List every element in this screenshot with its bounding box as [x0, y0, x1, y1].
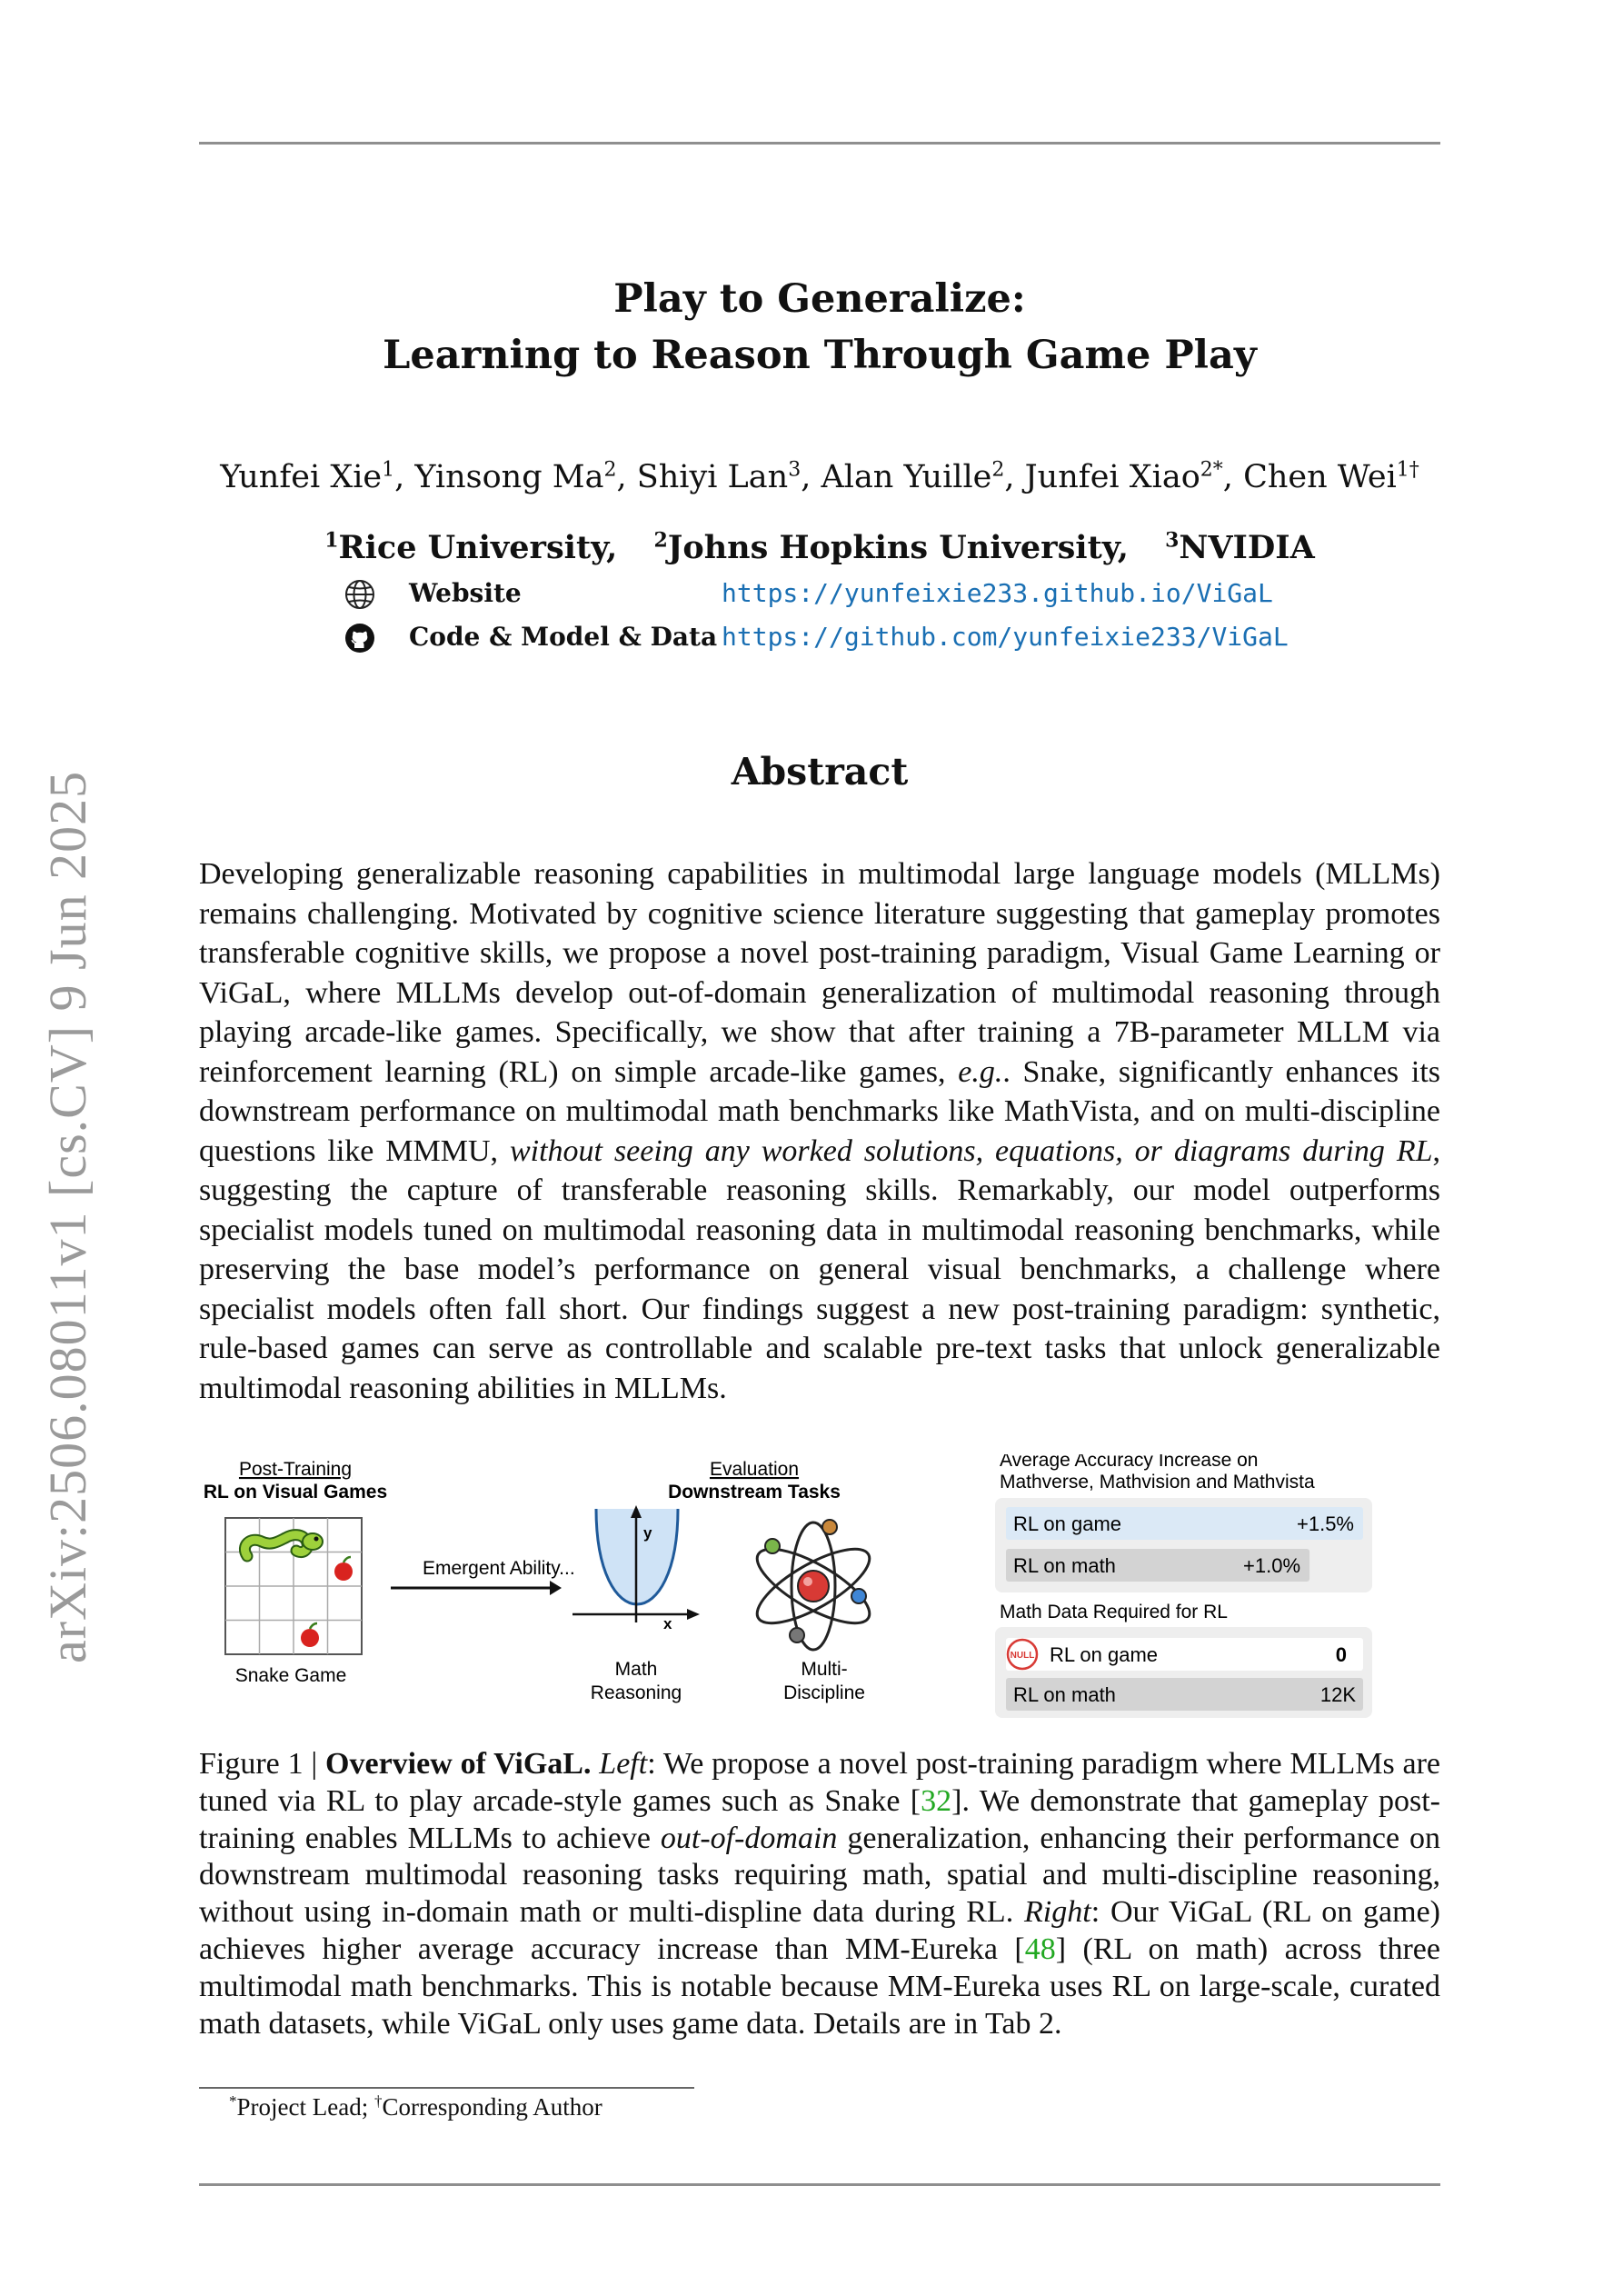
bottom-rule: [199, 2183, 1440, 2186]
caption-text: ]. We demonstrate that gameplay post-training enables MLLMs to achieve: [199, 1783, 1440, 1855]
arxiv-identifier: arXiv:2506.08011v1 [cs.CV] 9 Jun 2025: [38, 770, 97, 1663]
null-badge-icon: [1008, 1640, 1037, 1669]
code-label: Code & Model & Data: [409, 622, 718, 652]
footnote-mark: †: [373, 2092, 383, 2110]
emergent-ability-label: Emergent Ability...: [423, 1558, 575, 1579]
data-row-value: 12K: [1319, 1683, 1356, 1706]
abstract-text-part: , suggesting the capture of transferable reasoning skills. Remarkably, our model outperforms specialist models tuned on multimodal reasoning data in multimodal reasoning benchmarks, while preserving the base model’s performance on general visual benchmarks, a challenge where specialist models often fall short. Our findings suggest a new post-training paradigm: synthetic, rule-based games can serve as controllable and scalable pre-text tasks that unlock generalizable multimodal reasoning abilities in MLLMs.: [199, 1133, 1440, 1405]
affiliation-name: Rice University,: [338, 529, 618, 566]
abstract-text-part: Developing generalizable reasoning capabilities in multimodal large language models (MLLMs) remains challenging. Motivated by cognitive science literature suggesting that gameplay promotes transferable cognitive skills, we propose a novel post-training paradigm, Visual Game Learning or ViGaL, where MLLMs develop out-of-domain generalization of multimodal reasoning through playing arcade-like games. Specifically, we show that after training a 7B-parameter MLLM via reinforcement learning (RL) on simple arcade-like games,: [199, 857, 1440, 1089]
caption-text: : We propose a novel post-training paradigm where MLLMs are tuned via RL to play arcade-style games such as Snake [: [199, 1747, 1441, 1818]
evaluation-subheader: Downstream Tasks: [668, 1482, 841, 1502]
caption-text: : Our ViGaL (RL on game) achieves higher average accuracy increase than MM-Eureka [: [199, 1895, 1440, 1966]
math-axis-y: y: [643, 1524, 652, 1542]
math-parabola-icon: [573, 1505, 700, 1622]
affiliation-name: NVIDIA: [1179, 529, 1315, 566]
paper-title: [199, 271, 1440, 384]
author-name: Yunfei Xie: [220, 459, 383, 495]
website-label: Website: [409, 578, 522, 608]
author-name: Shiyi Lan: [636, 459, 789, 495]
caption-bold: Overview of ViGaL.: [325, 1747, 592, 1781]
figure-1-overview: [191, 1454, 1440, 1727]
abstract-body: [199, 854, 1440, 1408]
github-icon: [344, 622, 376, 654]
data-row-label: RL on game: [1050, 1643, 1159, 1666]
caption-italic: Right: [1024, 1895, 1091, 1930]
caption-italic: Left: [599, 1747, 648, 1781]
abstract-italic: e.g.: [958, 1054, 1003, 1089]
affiliation-name: Johns Hopkins University,: [667, 529, 1129, 566]
math-label-line-2: Reasoning: [590, 1682, 682, 1703]
affiliations: [199, 525, 1440, 571]
affiliation: [1165, 529, 1315, 566]
accuracy-title-line-2: Mathverse, Mathvision and Mathvista: [1000, 1472, 1315, 1492]
citation-link[interactable]: 32: [921, 1783, 952, 1818]
multi-label-line-1: Multi-: [801, 1659, 848, 1680]
footnote-text: Project Lead;: [236, 2093, 374, 2121]
snake-game-label: Snake Game: [234, 1665, 347, 1686]
author-sup: 2: [603, 458, 617, 482]
accuracy-bar-value: +1.0%: [1243, 1554, 1301, 1577]
affiliation-sup: 2: [653, 528, 668, 553]
abstract-italic: without seeing any worked solutions, equations, or diagrams during RL: [509, 1133, 1433, 1168]
math-label-line-1: Math: [614, 1659, 658, 1680]
evaluation-header: Evaluation: [709, 1459, 800, 1480]
author-name: Yinsong Ma: [414, 459, 604, 495]
author-sup: 3: [788, 458, 802, 482]
caption-label: Figure 1 |: [199, 1747, 326, 1781]
author-sup: 1†: [1396, 458, 1419, 482]
author-sup: 2*: [1200, 458, 1223, 482]
affiliation: [653, 529, 1128, 566]
code-url[interactable]: https://github.com/yunfeixie233/ViGaL: [722, 622, 1289, 652]
caption-text: ] (RL on math) across three multimodal math benchmarks. This is notable because MM-Eureka uses RL on large-scale, curated math datasets, while ViGaL only uses game data. Details are in Tab 2.: [199, 1932, 1440, 2041]
footnote-text: Corresponding Author: [382, 2093, 602, 2121]
abstract-heading: Abstract: [731, 750, 909, 794]
accuracy-title-line-1: Average Accuracy Increase on: [1000, 1454, 1259, 1471]
post-training-subheader: RL on Visual Games: [203, 1482, 388, 1502]
footnote: [229, 2092, 602, 2121]
author-name: Junfei Xiao: [1024, 459, 1200, 495]
website-url[interactable]: https://yunfeixie233.github.io/ViGaL: [722, 578, 1273, 608]
accuracy-bar-label: RL on math: [1013, 1554, 1116, 1577]
atom-icon: [747, 1520, 879, 1650]
math-axis-x: x: [663, 1615, 672, 1632]
accuracy-bar-label: RL on game: [1013, 1512, 1122, 1535]
null-badge-text: NULL: [1010, 1651, 1035, 1661]
arrow-icon: [391, 1581, 562, 1595]
abstract-text-part: . Snake, significantly enhances its downstream performance on multimodal math benchmarks like MathVista, and on multi-discipline questions like MMMU,: [199, 1054, 1440, 1168]
data-title: Math Data Required for RL: [1000, 1602, 1228, 1622]
globe-icon: [344, 578, 376, 611]
author-sup: 1: [382, 458, 395, 482]
title-line-2: Learning to Reason Through Game Play: [383, 333, 1257, 378]
accuracy-bar-value: +1.5%: [1297, 1512, 1354, 1535]
affiliation-sup: 1: [324, 528, 339, 553]
author-name: Alan Yuille: [821, 459, 992, 495]
author-name: Chen Wei: [1243, 459, 1397, 495]
caption-italic: out-of-domain: [660, 1821, 838, 1855]
caption-text: generalization, enhancing their performance on downstream multimodal reasoning tasks requiring math, spatial and multi-discipline reasoning, without using in-domain math or multi-displine data during RL.: [199, 1821, 1440, 1930]
footnote-mark: *: [229, 2092, 237, 2110]
figure-1-caption: [199, 1746, 1440, 2042]
affiliation: [324, 529, 617, 566]
post-training-header: Post-Training: [238, 1459, 353, 1480]
footnote-rule: [199, 2087, 694, 2089]
author-sup: 2: [991, 458, 1005, 482]
multi-label-line-2: Discipline: [783, 1682, 865, 1703]
data-row-value: 0: [1335, 1643, 1347, 1666]
citation-link[interactable]: 48: [1024, 1932, 1056, 1966]
author-list: Yunfei Xie$^1$, Yinsong Ma$^2$, Shiyi Lan$^3$, Alan Yuille$^2$, Junfei Xiao$^{2*}$, Chen Wei$^{1\dagger}$: [220, 458, 1419, 495]
top-rule: [199, 142, 1440, 145]
affiliation-sup: 3: [1165, 528, 1180, 553]
data-row-label: RL on math: [1013, 1683, 1116, 1706]
title-line-1: Play to Generalize:: [613, 276, 1026, 322]
